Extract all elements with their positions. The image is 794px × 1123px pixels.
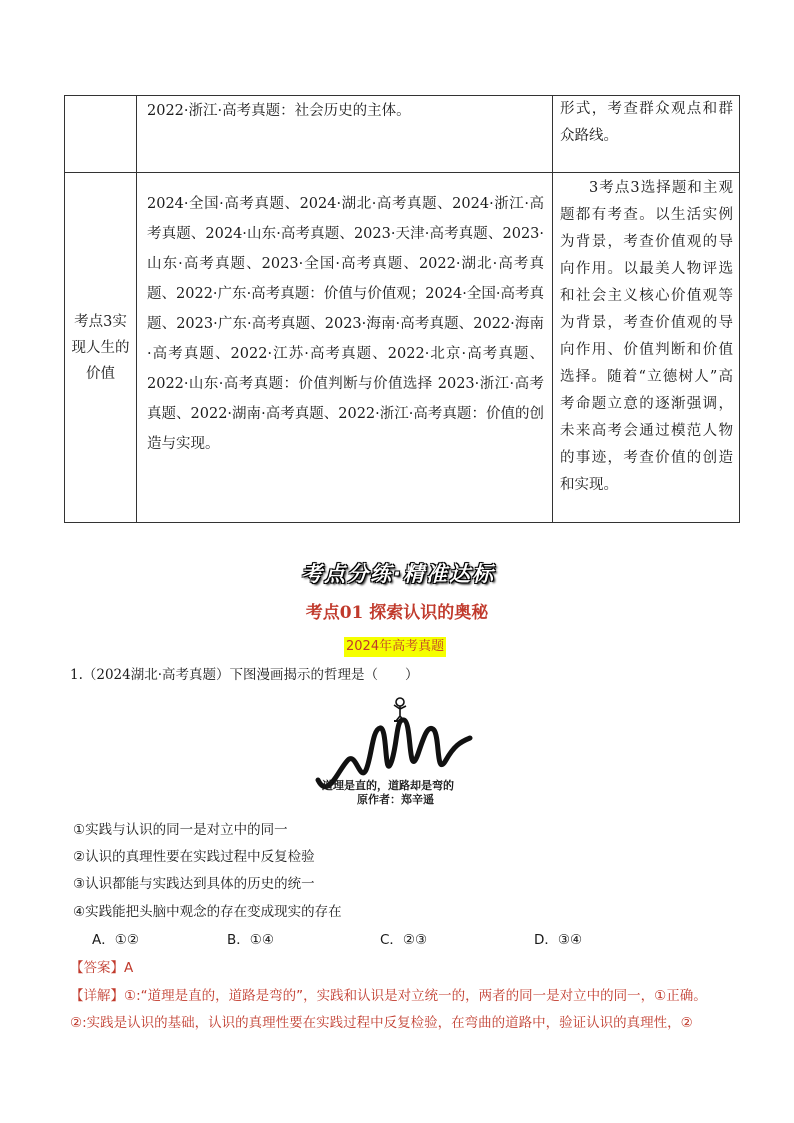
option-statement: ④实践能把头脑中观念的存在变成现实的存在 <box>73 904 342 920</box>
table-cell-sources: 2024·全国·高考真题、2024·湖北·高考真题、2024·浙江·高考真题、2024·山东·高考真题、2023·天津·高考真题、2023·山东·高考真题、2023·全国·高考真题、2022·湖北·高考真题、2022·广东·高考真题：价值与价值观；2024·全国·高考真题、2023·广东·高考真题、2023·海南·高考真题、2022·海南·高考真题、2022·江苏·高考真题、2022·北京·高考真题、2022·山东·高考真题：价值判断与价值选择 2023·浙江·高考真题、2022·湖南·高考真题、2022·浙江·高考真题：价值的创造与实现。 <box>137 173 553 523</box>
answer-line: 【答案】A <box>70 960 134 976</box>
cartoon-caption: 道理是直的，道路却是弯的 <box>322 779 454 792</box>
option-statement: ③认识都能与实践达到具体的历史的统一 <box>73 876 315 892</box>
option-statement: ①实践与认识的同一是对立中的同一 <box>73 822 288 838</box>
choice-d: D．③④ <box>534 932 583 948</box>
explanation-line: 【详解】①:“道理是直的，道路是弯的”，实践和认识是对立统一的，两者的同一是对立中的同一，①正确。 <box>70 988 707 1004</box>
table-cell-analysis: 形式，考查群众观点和群众路线。 <box>553 96 740 173</box>
exam-analysis-table <box>64 95 740 523</box>
choice-b: B．①④ <box>227 932 274 948</box>
table-cell-sources: 2022·浙江·高考真题：社会历史的主体。 <box>137 96 553 173</box>
choice-c: C．②③ <box>380 932 428 948</box>
table-cell-topic: 考点3实现人生的价值 <box>65 173 137 523</box>
question-stem: 1.（2024湖北·高考真题）下图漫画揭示的哲理是（ ） <box>70 667 419 683</box>
choice-a: A．①② <box>92 932 139 948</box>
table-cell-topic <box>65 96 137 173</box>
table-row <box>65 173 740 523</box>
table-cell-analysis: 3考点3选择题和主观题都有考查。以生活实例为背景，考查价值观的导向作用。以最美人物评选和社会主义核心价值观等为背景，考查价值观的导向作用、价值判断和价值选择。随着“立德树人”高考命题立意的逐渐强调，未来高考会通过模范人物的事迹，考查价值的创造和实现。 <box>553 173 740 523</box>
option-statement: ②认识的真理性要在实践过程中反复检验 <box>73 849 315 865</box>
explanation-line: ②:实践是认识的基础，认识的真理性要在实践过程中反复检验，在弯曲的道路中，验证认识的真理性，② <box>70 1015 693 1031</box>
section-banner: 考点分练·精准达标 <box>301 562 495 586</box>
section-title: 考点01 探索认识的奥秘 <box>305 603 489 623</box>
table-row <box>65 96 740 173</box>
year-tag: 2024年高考真题 <box>344 637 446 657</box>
cartoon-author: 原作者：郑辛遥 <box>357 793 434 806</box>
